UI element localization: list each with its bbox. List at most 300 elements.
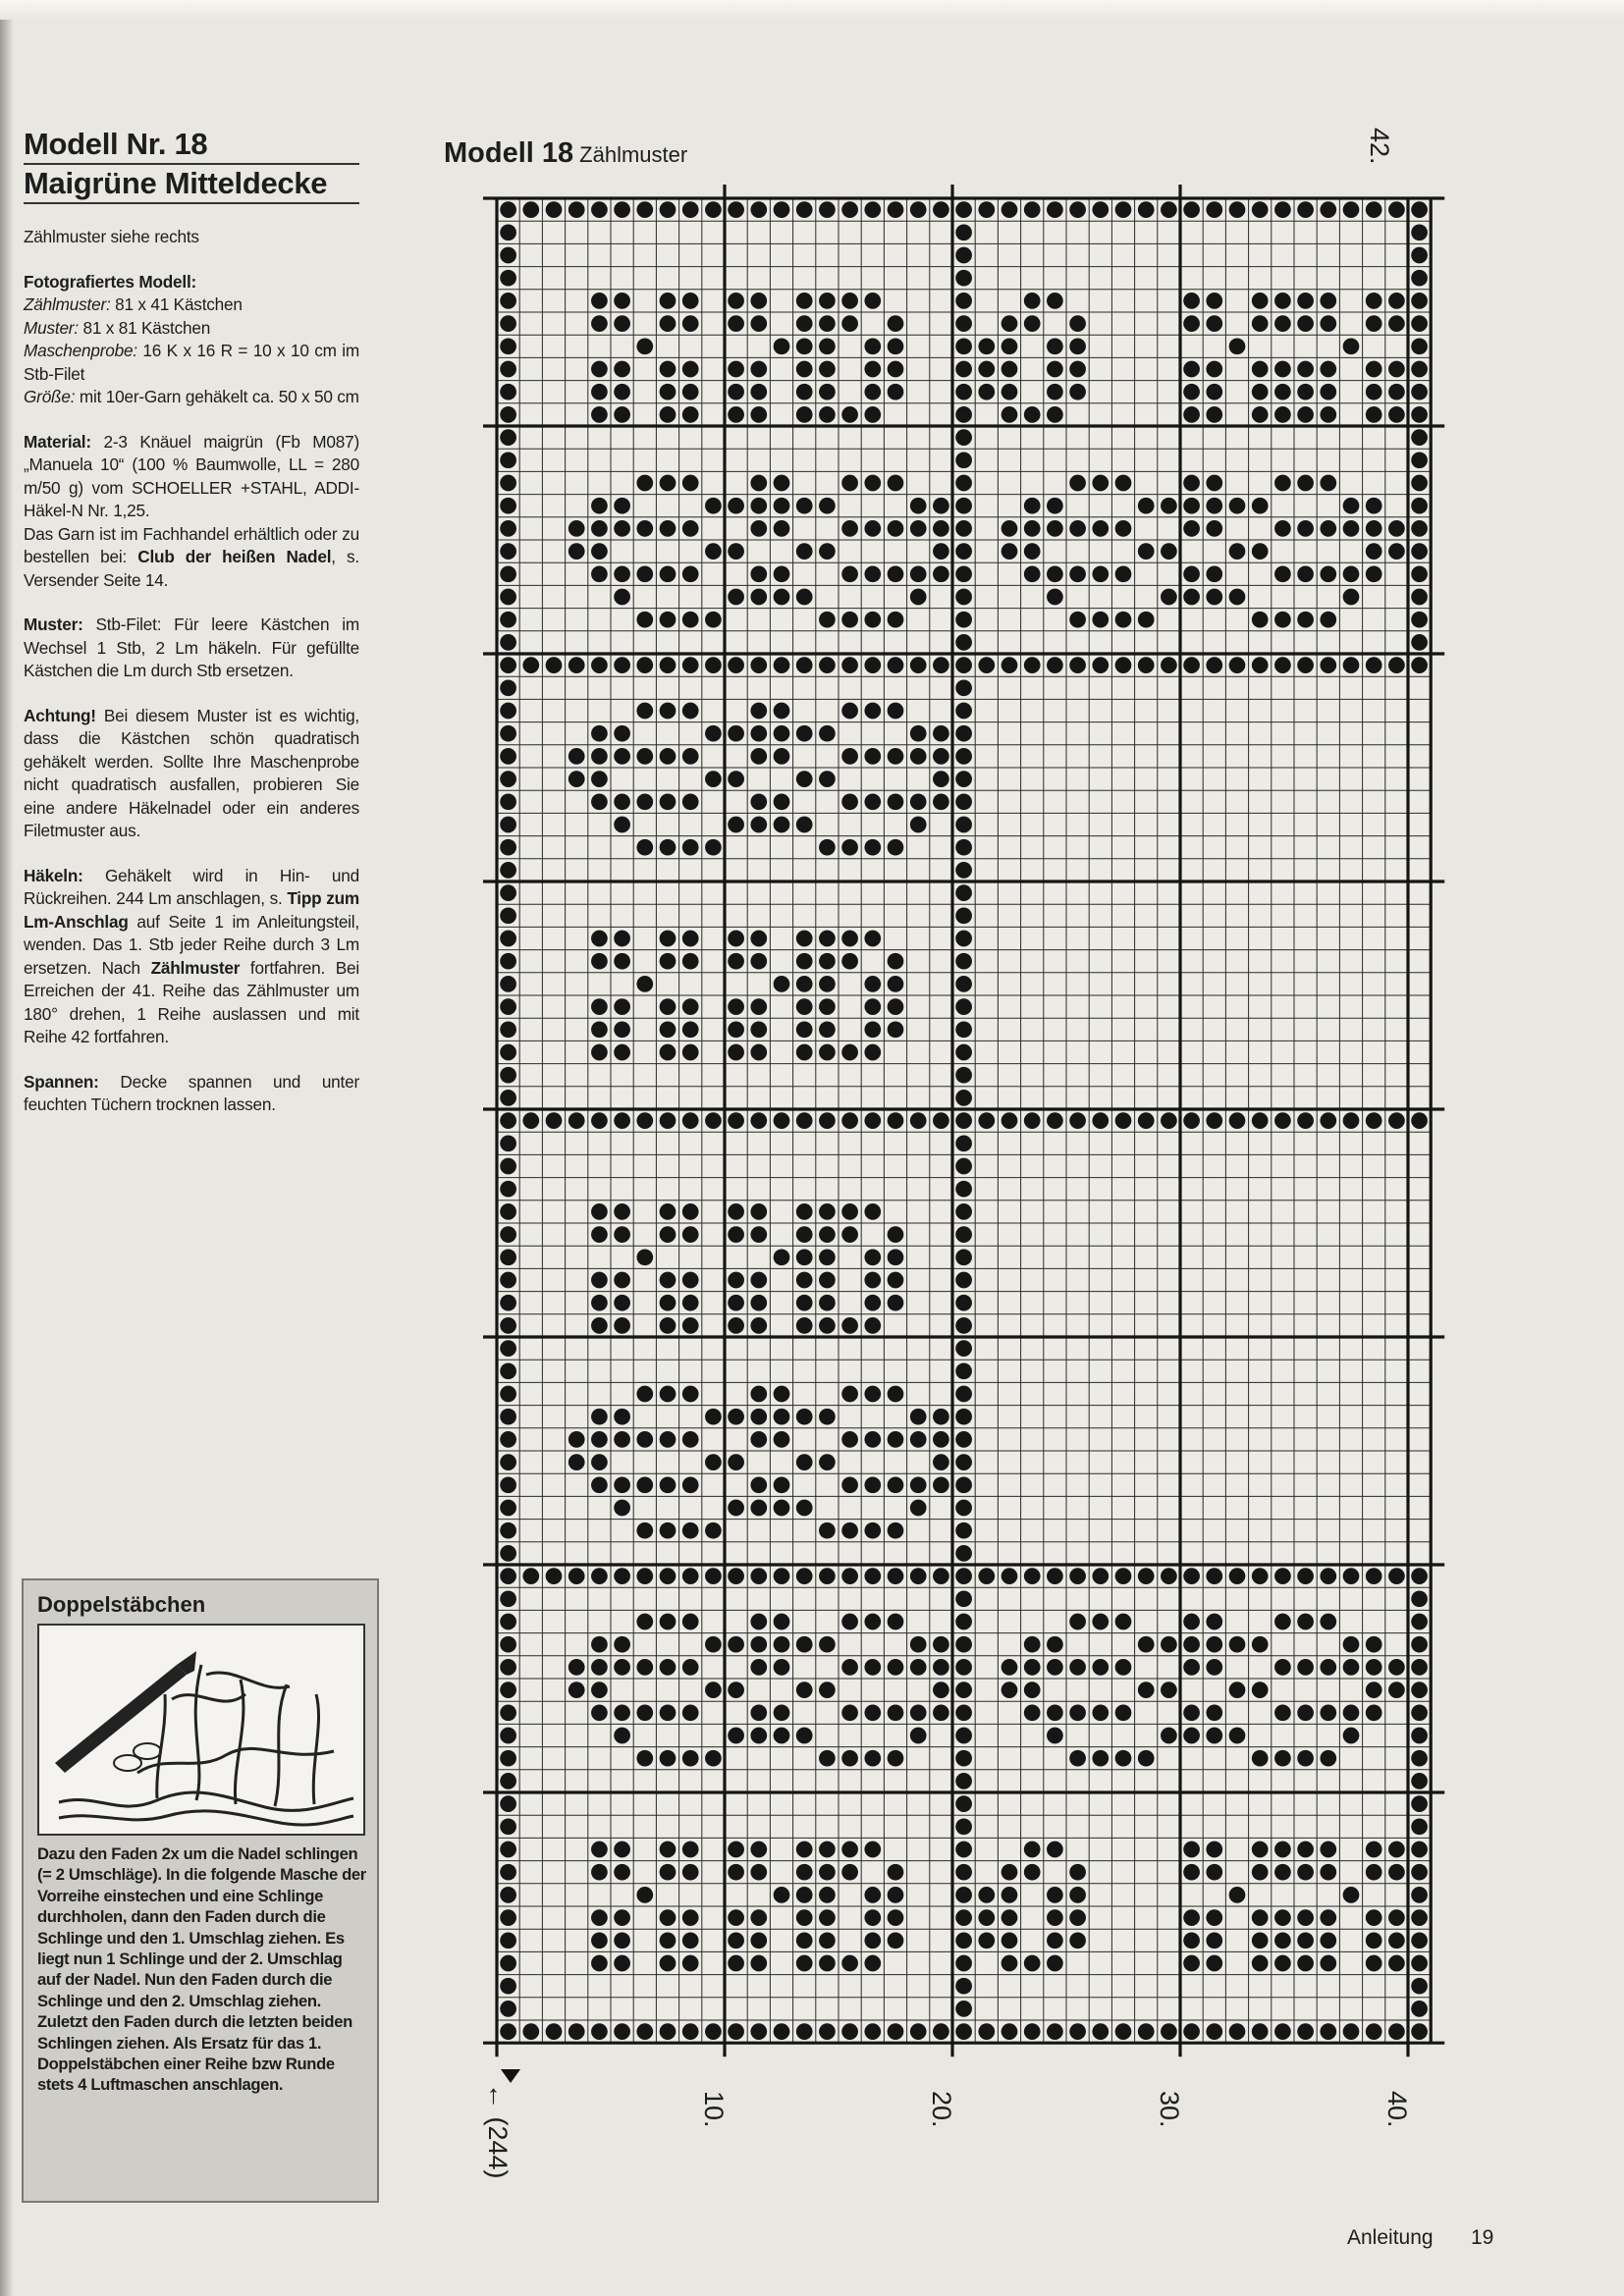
- filled-cell: [636, 1522, 653, 1539]
- filled-cell: [796, 953, 813, 970]
- filled-cell: [1411, 293, 1428, 309]
- filled-cell: [1411, 406, 1428, 423]
- filled-cell: [888, 1431, 904, 1448]
- filled-cell: [750, 817, 767, 833]
- filled-cell: [1092, 475, 1109, 492]
- filled-cell: [1411, 1636, 1428, 1653]
- filled-cell: [1001, 1955, 1018, 1972]
- filled-cell: [955, 1158, 972, 1175]
- filled-cell: [864, 839, 881, 856]
- haekeln-value-3: fortfahren. Bei Erreichen der 41. Reihe das Zählmuster um 180° drehen, 1 Reihe auslassen und mit Reihe 42 fortfahren.: [24, 957, 359, 1046]
- filled-cell: [750, 1659, 767, 1676]
- filled-cell: [864, 361, 881, 378]
- filled-cell: [955, 475, 972, 492]
- filled-cell: [705, 612, 722, 628]
- filled-cell: [1069, 1568, 1086, 1584]
- filled-cell: [1161, 543, 1177, 560]
- filled-cell: [819, 1842, 836, 1858]
- filled-cell: [522, 2023, 539, 2040]
- filled-cell: [978, 384, 995, 400]
- filled-cell: [1320, 475, 1336, 492]
- filled-cell: [591, 1636, 608, 1653]
- filled-cell: [750, 2023, 767, 2040]
- filled-cell: [819, 1249, 836, 1265]
- filled-cell: [1138, 543, 1155, 560]
- filled-cell: [660, 748, 677, 765]
- filled-cell: [1274, 315, 1291, 332]
- filled-cell: [636, 1614, 653, 1630]
- filled-cell: [955, 1636, 972, 1653]
- filled-cell: [660, 406, 677, 423]
- filled-cell: [819, 839, 836, 856]
- filled-cell: [1183, 293, 1200, 309]
- filled-cell: [636, 1750, 653, 1767]
- filled-cell: [1183, 1112, 1200, 1129]
- filled-cell: [774, 1887, 790, 1903]
- filled-cell: [682, 748, 699, 765]
- filled-cell: [955, 315, 972, 332]
- filled-cell: [705, 1112, 722, 1129]
- filled-cell: [864, 998, 881, 1015]
- filled-cell: [933, 543, 949, 560]
- filled-cell: [728, 1568, 744, 1584]
- filled-cell: [1274, 1750, 1291, 1767]
- filled-cell: [1366, 1636, 1382, 1653]
- filled-cell: [864, 1932, 881, 1949]
- filled-cell: [1320, 1955, 1336, 1972]
- filled-cell: [933, 1704, 949, 1721]
- filled-cell: [1297, 1955, 1314, 1972]
- filled-cell: [1252, 1568, 1269, 1584]
- filled-cell: [1092, 565, 1109, 582]
- filled-cell: [864, 1386, 881, 1403]
- filled-cell: [500, 543, 516, 560]
- filled-cell: [728, 1044, 744, 1061]
- filled-cell: [1161, 201, 1177, 218]
- filled-cell: [864, 1476, 881, 1493]
- filled-cell: [614, 201, 630, 218]
- filled-cell: [660, 1842, 677, 1858]
- filled-cell: [500, 361, 516, 378]
- filled-cell: [955, 1386, 972, 1403]
- filled-cell: [1297, 1842, 1314, 1858]
- filled-cell: [1206, 520, 1222, 537]
- filled-cell: [636, 338, 653, 354]
- filled-cell: [660, 1659, 677, 1676]
- filled-cell: [750, 1295, 767, 1311]
- filled-cell: [933, 748, 949, 765]
- filled-cell: [955, 679, 972, 696]
- filled-cell: [1115, 475, 1132, 492]
- filled-cell: [591, 1842, 608, 1858]
- filled-cell: [705, 1682, 722, 1698]
- filled-cell: [728, 1112, 744, 1129]
- filled-cell: [1047, 520, 1063, 537]
- filled-cell: [660, 1909, 677, 1926]
- filled-cell: [660, 1044, 677, 1061]
- filled-cell: [1388, 1682, 1405, 1698]
- filled-cell: [1297, 406, 1314, 423]
- filled-cell: [1001, 520, 1018, 537]
- filled-cell: [1229, 1636, 1246, 1653]
- filled-cell: [1161, 498, 1177, 514]
- filled-cell: [955, 1226, 972, 1243]
- filled-cell: [1161, 657, 1177, 673]
- filled-cell: [888, 1272, 904, 1289]
- filled-cell: [1047, 1842, 1063, 1858]
- filled-cell: [1320, 612, 1336, 628]
- filled-cell: [614, 1955, 630, 1972]
- filled-cell: [933, 201, 949, 218]
- filled-cell: [1274, 1864, 1291, 1881]
- filled-cell: [1252, 657, 1269, 673]
- filled-cell: [1001, 1887, 1018, 1903]
- filled-cell: [614, 1044, 630, 1061]
- filled-cell: [1024, 1112, 1041, 1129]
- filled-cell: [864, 612, 881, 628]
- filled-cell: [1388, 1909, 1405, 1926]
- filled-cell: [978, 2023, 995, 2040]
- filled-cell: [660, 612, 677, 628]
- filled-cell: [888, 520, 904, 537]
- filled-cell: [500, 475, 516, 492]
- haekeln-value-2: auf Seite 1 im Anleitungsteil, wenden. Das 1. Stb jeder Reihe durch 3 Lm ersetzen. Nach: [24, 911, 359, 978]
- filled-cell: [1047, 338, 1063, 354]
- filled-cell: [1320, 201, 1336, 218]
- filled-cell: [796, 931, 813, 947]
- filled-cell: [682, 475, 699, 492]
- filled-cell: [500, 1340, 516, 1357]
- filled-cell: [1001, 338, 1018, 354]
- filled-cell: [933, 1476, 949, 1493]
- filled-cell: [955, 1409, 972, 1425]
- filled-cell: [591, 565, 608, 582]
- filled-cell: [1411, 543, 1428, 560]
- filled-cell: [1047, 293, 1063, 309]
- filled-cell: [682, 406, 699, 423]
- filled-cell: [819, 201, 836, 218]
- filled-cell: [1047, 201, 1063, 218]
- filled-cell: [660, 657, 677, 673]
- filled-cell: [1069, 201, 1086, 218]
- filled-cell: [796, 1044, 813, 1061]
- filled-cell: [705, 1636, 722, 1653]
- filled-cell: [933, 1454, 949, 1470]
- filled-cell: [819, 2023, 836, 2040]
- filled-cell: [1229, 2023, 1246, 2040]
- filled-cell: [1115, 565, 1132, 582]
- filled-cell: [841, 1568, 858, 1584]
- axis-label-40: 40.: [1382, 2091, 1412, 2128]
- filled-cell: [1183, 1955, 1200, 1972]
- filled-cell: [955, 1431, 972, 1448]
- filled-cell: [1411, 270, 1428, 287]
- filled-cell: [500, 1067, 516, 1084]
- filled-cell: [1024, 293, 1041, 309]
- filled-cell: [591, 953, 608, 970]
- muster-value: Stb-Filet: Für leere Kästchen im Wechsel 1 Stb, 2 Lm häkeln. Für gefüllte Kästchen die Lm durch Stb ersetzen.: [24, 614, 359, 680]
- filled-cell: [819, 1226, 836, 1243]
- filled-cell: [888, 657, 904, 673]
- filled-cell: [864, 565, 881, 582]
- filled-cell: [1183, 1909, 1200, 1926]
- filled-cell: [955, 270, 972, 287]
- filled-cell: [500, 1932, 516, 1949]
- filled-cell: [864, 1704, 881, 1721]
- filled-cell: [500, 1659, 516, 1676]
- filled-cell: [614, 406, 630, 423]
- filled-cell: [728, 953, 744, 970]
- filled-cell: [955, 1545, 972, 1562]
- filled-cell: [1001, 657, 1018, 673]
- filled-cell: [888, 1112, 904, 1129]
- filled-cell: [500, 1568, 516, 1584]
- filled-cell: [1366, 1955, 1382, 1972]
- filled-cell: [660, 1522, 677, 1539]
- filled-cell: [522, 1568, 539, 1584]
- filled-cell: [864, 406, 881, 423]
- filled-cell: [1320, 565, 1336, 582]
- filled-cell: [910, 2023, 927, 2040]
- filled-cell: [660, 931, 677, 947]
- filled-cell: [1297, 520, 1314, 537]
- filled-cell: [1069, 1659, 1086, 1676]
- filled-cell: [841, 475, 858, 492]
- filled-cell: [660, 1317, 677, 1334]
- filled-cell: [955, 520, 972, 537]
- achtung-label: Achtung!: [24, 705, 96, 725]
- filled-cell: [568, 543, 585, 560]
- filled-cell: [796, 1249, 813, 1265]
- filled-cell: [682, 1476, 699, 1493]
- filled-cell: [1024, 2023, 1041, 2040]
- filled-cell: [864, 1909, 881, 1926]
- filled-cell: [1206, 361, 1222, 378]
- filled-cell: [1411, 384, 1428, 400]
- filled-cell: [750, 1500, 767, 1517]
- filled-cell: [705, 2023, 722, 2040]
- filled-cell: [774, 793, 790, 810]
- filled-cell: [750, 565, 767, 582]
- filled-cell: [500, 1545, 516, 1562]
- filled-cell: [910, 1112, 927, 1129]
- filled-cell: [705, 725, 722, 742]
- filled-cell: [636, 475, 653, 492]
- filled-cell: [1297, 1659, 1314, 1676]
- filled-cell: [750, 475, 767, 492]
- filled-cell: [1206, 498, 1222, 514]
- filled-cell: [750, 589, 767, 606]
- filled-cell: [1320, 520, 1336, 537]
- filled-cell: [500, 703, 516, 720]
- filled-cell: [682, 293, 699, 309]
- filled-cell: [1252, 543, 1269, 560]
- filled-cell: [1229, 338, 1246, 354]
- filled-cell: [1388, 293, 1405, 309]
- filled-cell: [1343, 1887, 1360, 1903]
- filled-cell: [1183, 589, 1200, 606]
- filled-cell: [864, 1659, 881, 1676]
- filled-cell: [955, 543, 972, 560]
- filled-cell: [796, 293, 813, 309]
- filled-cell: [500, 1135, 516, 1151]
- filled-cell: [1366, 201, 1382, 218]
- filled-cell: [614, 1112, 630, 1129]
- filled-cell: [500, 429, 516, 446]
- filled-cell: [1069, 1704, 1086, 1721]
- filled-cell: [910, 817, 927, 833]
- filled-cell: [705, 657, 722, 673]
- filled-cell: [1411, 1978, 1428, 1995]
- filled-cell: [1320, 2023, 1336, 2040]
- filled-cell: [955, 1614, 972, 1630]
- filled-cell: [841, 1044, 858, 1061]
- filled-cell: [500, 2001, 516, 2017]
- filled-cell: [841, 953, 858, 970]
- filled-cell: [841, 1955, 858, 1972]
- filled-cell: [1274, 406, 1291, 423]
- filled-cell: [1069, 361, 1086, 378]
- filled-cell: [682, 1659, 699, 1676]
- see-chart-text: Zählmuster siehe rechts: [24, 227, 199, 246]
- filled-cell: [955, 2023, 972, 2040]
- filled-cell: [682, 384, 699, 400]
- filled-cell: [728, 361, 744, 378]
- filled-cell: [682, 1203, 699, 1220]
- filled-cell: [682, 1112, 699, 1129]
- filled-cell: [1069, 1932, 1086, 1949]
- filled-cell: [1229, 1887, 1246, 1903]
- filled-cell: [933, 1112, 949, 1129]
- filled-cell: [1411, 1932, 1428, 1949]
- filled-cell: [888, 1932, 904, 1949]
- filled-cell: [1274, 1614, 1291, 1630]
- filled-cell: [1092, 612, 1109, 628]
- filled-cell: [1343, 1704, 1360, 1721]
- filled-cell: [614, 1909, 630, 1926]
- filled-cell: [1320, 1864, 1336, 1881]
- filled-cell: [1092, 2023, 1109, 2040]
- filled-cell: [933, 1682, 949, 1698]
- filled-cell: [1001, 1112, 1018, 1129]
- filled-cell: [728, 1409, 744, 1425]
- filled-cell: [750, 520, 767, 537]
- filled-cell: [500, 2023, 516, 2040]
- filled-cell: [955, 1203, 972, 1220]
- filled-cell: [1183, 1842, 1200, 1858]
- filled-cell: [591, 1317, 608, 1334]
- filled-cell: [955, 293, 972, 309]
- filled-cell: [888, 2023, 904, 2040]
- filled-cell: [774, 338, 790, 354]
- start-arrow-icon: [501, 2069, 520, 2083]
- filled-cell: [1388, 1112, 1405, 1129]
- filled-cell: [864, 703, 881, 720]
- filled-cell: [910, 1500, 927, 1517]
- filled-cell: [955, 612, 972, 628]
- filled-cell: [864, 1750, 881, 1767]
- filled-cell: [682, 1272, 699, 1289]
- filled-cell: [728, 2023, 744, 2040]
- row-label-42: 42.: [1365, 128, 1394, 165]
- filled-cell: [1252, 498, 1269, 514]
- filled-cell: [864, 201, 881, 218]
- filled-cell: [1069, 657, 1086, 673]
- filled-cell: [819, 725, 836, 742]
- filled-cell: [888, 1522, 904, 1539]
- filled-cell: [705, 1409, 722, 1425]
- filled-cell: [1366, 293, 1382, 309]
- filled-cell: [1274, 1704, 1291, 1721]
- filled-cell: [500, 931, 516, 947]
- filled-cell: [955, 703, 972, 720]
- filled-cell: [1024, 543, 1041, 560]
- filled-cell: [705, 1568, 722, 1584]
- filled-cell: [796, 1728, 813, 1744]
- filled-cell: [841, 1750, 858, 1767]
- filled-cell: [500, 1795, 516, 1812]
- filled-cell: [1069, 1864, 1086, 1881]
- filled-cell: [1183, 1636, 1200, 1653]
- filled-cell: [1161, 2023, 1177, 2040]
- filled-cell: [500, 247, 516, 264]
- filled-cell: [591, 1112, 608, 1129]
- filled-cell: [955, 201, 972, 218]
- filled-cell: [1297, 1614, 1314, 1630]
- filled-cell: [910, 1476, 927, 1493]
- filled-cell: [750, 1636, 767, 1653]
- filled-cell: [1388, 520, 1405, 537]
- filled-cell: [1320, 1112, 1336, 1129]
- filled-cell: [500, 338, 516, 354]
- axis-label-30: 30.: [1155, 2091, 1184, 2128]
- filled-cell: [660, 1955, 677, 1972]
- filled-cell: [1411, 1659, 1428, 1676]
- filled-cell: [774, 1704, 790, 1721]
- filled-cell: [1274, 612, 1291, 628]
- filled-cell: [933, 1431, 949, 1448]
- filled-cell: [841, 293, 858, 309]
- filled-cell: [660, 315, 677, 332]
- filled-cell: [933, 520, 949, 537]
- filled-cell: [750, 1409, 767, 1425]
- filled-cell: [796, 543, 813, 560]
- filled-cell: [1411, 1750, 1428, 1767]
- filled-cell: [614, 1476, 630, 1493]
- filled-cell: [864, 520, 881, 537]
- gauge-label: Maschenprobe:: [24, 341, 137, 360]
- filled-cell: [1343, 1636, 1360, 1653]
- filled-cell: [728, 998, 744, 1015]
- filled-cell: [1069, 520, 1086, 537]
- filled-cell: [933, 498, 949, 514]
- filled-cell: [728, 498, 744, 514]
- filled-cell: [774, 817, 790, 833]
- filled-cell: [774, 1728, 790, 1744]
- filled-cell: [1366, 565, 1382, 582]
- filled-cell: [955, 1067, 972, 1084]
- filled-cell: [591, 1955, 608, 1972]
- filled-cell: [500, 1203, 516, 1220]
- filled-cell: [864, 475, 881, 492]
- filled-cell: [1206, 406, 1222, 423]
- filled-cell: [888, 612, 904, 628]
- filled-cell: [1411, 565, 1428, 582]
- filled-cell: [1001, 315, 1018, 332]
- filled-cell: [841, 1226, 858, 1243]
- filled-cell: [888, 1614, 904, 1630]
- filled-cell: [660, 1272, 677, 1289]
